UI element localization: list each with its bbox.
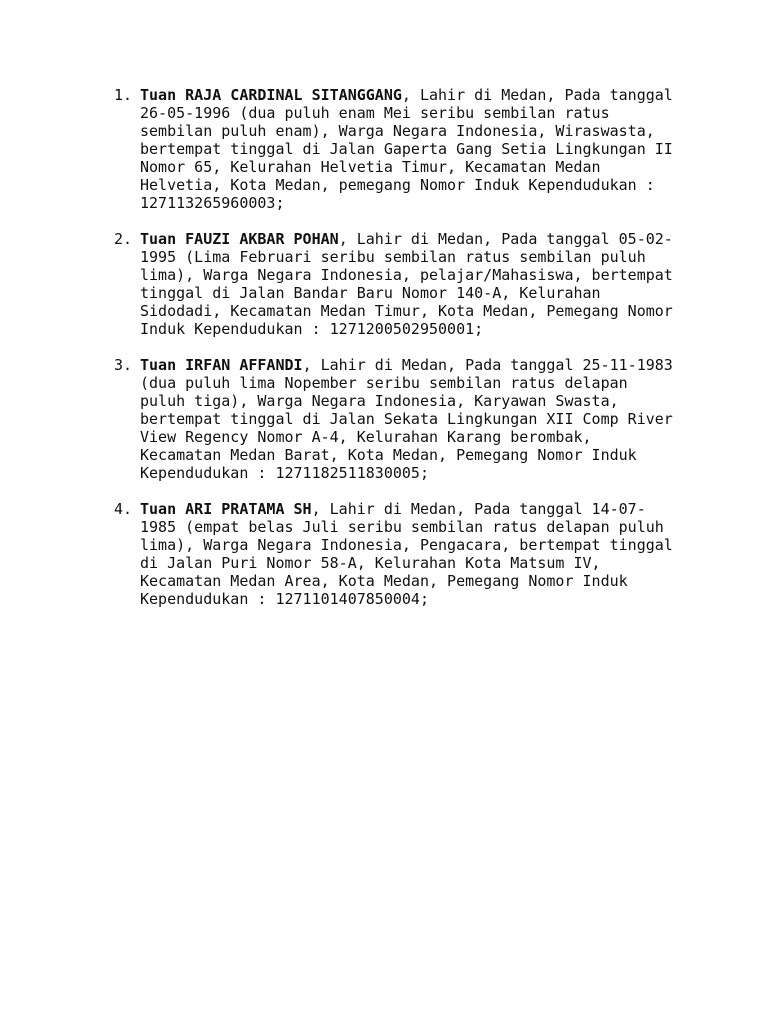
person-details: , Lahir di Medan, Pada tanggal 25-11-1983 (dua puluh lima Nopember seribu sembilan ratus delapan puluh tiga), Warga Negara Indonesia, Karyawan Swasta, bertempat tinggal di Jalan Sekata Lingkungan XII Comp River View Regency Nomor A-4, Kelurahan Karang berombak, Kecamatan Medan Barat, Kota Medan, Pemegang Nomor Induk Kependudukan : 1271182511830005;	[140, 356, 673, 482]
list-number: 4.	[114, 500, 133, 518]
person-details: , Lahir di Medan, Pada tanggal 14-07-1985 (empat belas Juli seribu sembilan ratus delapan puluh lima), Warga Negara Indonesia, Pengacara, bertempat tinggal di Jalan Puri Nomor 58-A, Kelurahan Kota Matsum IV, Kecamatan Medan Area, Kota Medan, Pemegang Nomor Induk Kependudukan : 1271101407850004;	[140, 500, 673, 608]
person-name: Tuan RAJA CARDINAL SITANGGANG	[140, 86, 402, 104]
list-number: 3.	[114, 356, 133, 374]
person-name: Tuan FAUZI AKBAR POHAN	[140, 230, 339, 248]
person-name: Tuan ARI PRATAMA SH	[140, 500, 312, 518]
list-item	[114, 86, 674, 212]
person-details: , Lahir di Medan, Pada tanggal 26-05-1996 (dua puluh enam Mei seribu sembilan ratus sembilan puluh enam), Warga Negara Indonesia, Wiraswasta, bertempat tinggal di Jalan Gaperta Gang Setia Lingkungan II Nomor 65, Kelurahan Helvetia Timur, Kecamatan Medan Helvetia, Kota Medan, pemegang Nomor Induk Kependudukan : 127113265960003;	[140, 86, 673, 212]
list-number: 2.	[114, 230, 133, 248]
person-list	[114, 86, 674, 626]
list-number: 1.	[114, 86, 133, 104]
list-item	[114, 230, 674, 338]
person-name: Tuan IRFAN AFFANDI	[140, 356, 303, 374]
list-item	[114, 500, 674, 608]
list-item	[114, 356, 674, 482]
person-details: , Lahir di Medan, Pada tanggal 05-02-1995 (Lima Februari seribu sembilan ratus sembilan puluh lima), Warga Negara Indonesia, pelajar/Mahasiswa, bertempat tinggal di Jalan Bandar Baru Nomor 140-A, Kelurahan Sidodadi, Kecamatan Medan Timur, Kota Medan, Pemegang Nomor Induk Kependudukan : 1271200502950001;	[140, 230, 673, 338]
